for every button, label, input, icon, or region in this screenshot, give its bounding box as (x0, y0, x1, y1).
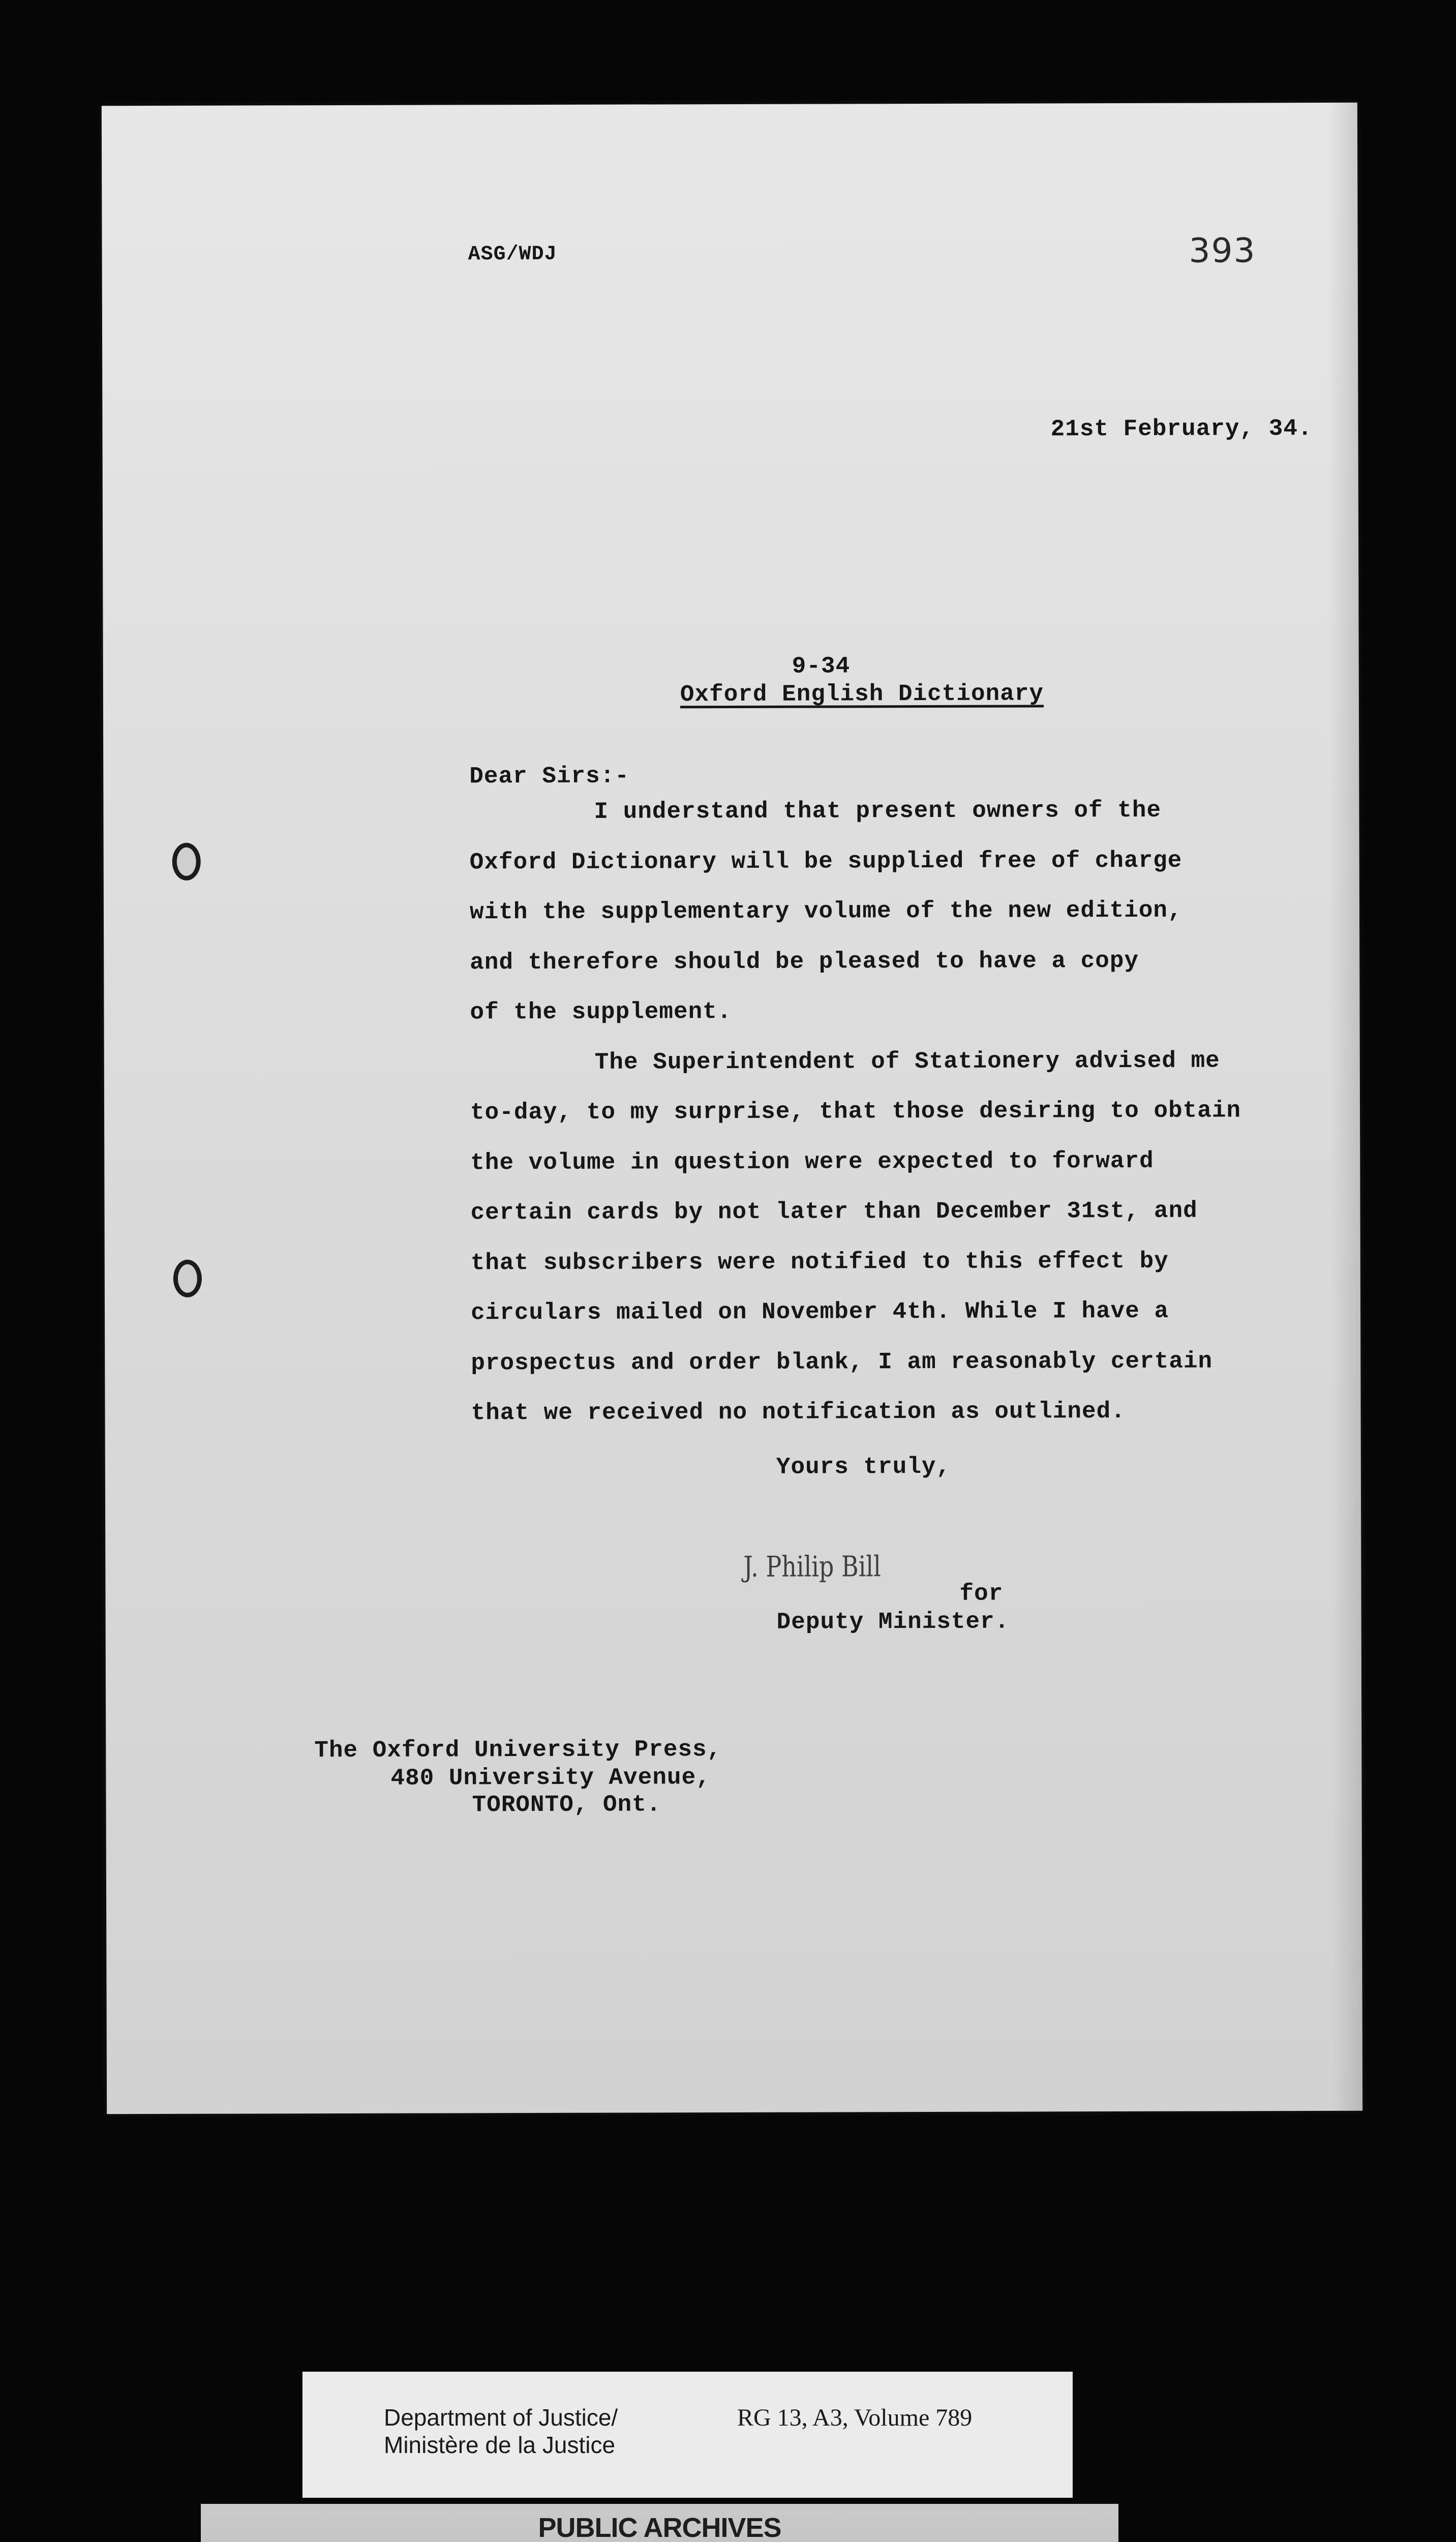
punch-hole (172, 843, 201, 881)
file-number: 9-34 (792, 653, 851, 680)
body-line: the volume in question were expected to forward (470, 1147, 1154, 1176)
archive-reference: RG 13, A3, Volume 789 (737, 2404, 973, 2431)
page-number: 393 (1189, 231, 1256, 270)
body-line: with the supplementary volume of the new edition, (469, 897, 1182, 926)
letter-page (102, 103, 1362, 2114)
body-line: The Superintendent of Stationery advised me (594, 1047, 1220, 1076)
department-line-en: Department of Justice/ (384, 2404, 618, 2431)
body-line: that subscribers were notified to this effect by (470, 1248, 1169, 1276)
signature-title: Deputy Minister. (776, 1608, 1010, 1636)
body-line: to-day, to my surprise, that those desiring to obtain (470, 1097, 1241, 1126)
reference-initials: ASG/WDJ (468, 243, 557, 266)
archive-label (302, 2372, 1073, 2498)
department-name (384, 2404, 618, 2459)
body-line: of the supplement. (470, 998, 732, 1026)
address-line: TORONTO, Ont. (472, 1791, 661, 1819)
handwritten-signature: J. Philip Bill (743, 1550, 881, 1584)
body-line: that we received no notification as outlined. (471, 1398, 1126, 1427)
body-line: Oxford Dictionary will be supplied free of charge (469, 847, 1182, 875)
address-line: 480 University Avenue, (390, 1764, 711, 1792)
stamp-line: PUBLIC ARCHIVES (538, 2513, 781, 2542)
body-line: I understand that present owners of the (594, 797, 1162, 825)
department-line-fr: Ministère de la Justice (384, 2432, 616, 2458)
punch-hole (173, 1260, 202, 1297)
archive-stamp (201, 2504, 1118, 2542)
letter-subject: Oxford English Dictionary (680, 680, 1044, 708)
address-line: The Oxford University Press, (314, 1736, 722, 1764)
body-line: and therefore should be pleased to have a copy (470, 947, 1139, 976)
letter-body (469, 797, 1345, 1450)
closing: Yours truly, (776, 1453, 951, 1480)
body-line: certain cards by not later than December 31st, and (470, 1197, 1198, 1226)
letter-date: 21st February, 34. (1050, 415, 1313, 443)
salutation: Dear Sirs:- (469, 763, 630, 790)
body-line: prospectus and order blank, I am reasonably certain (471, 1348, 1213, 1376)
body-line: circulars mailed on November 4th. While I have a (470, 1297, 1169, 1326)
signature-for: for (959, 1580, 1004, 1607)
